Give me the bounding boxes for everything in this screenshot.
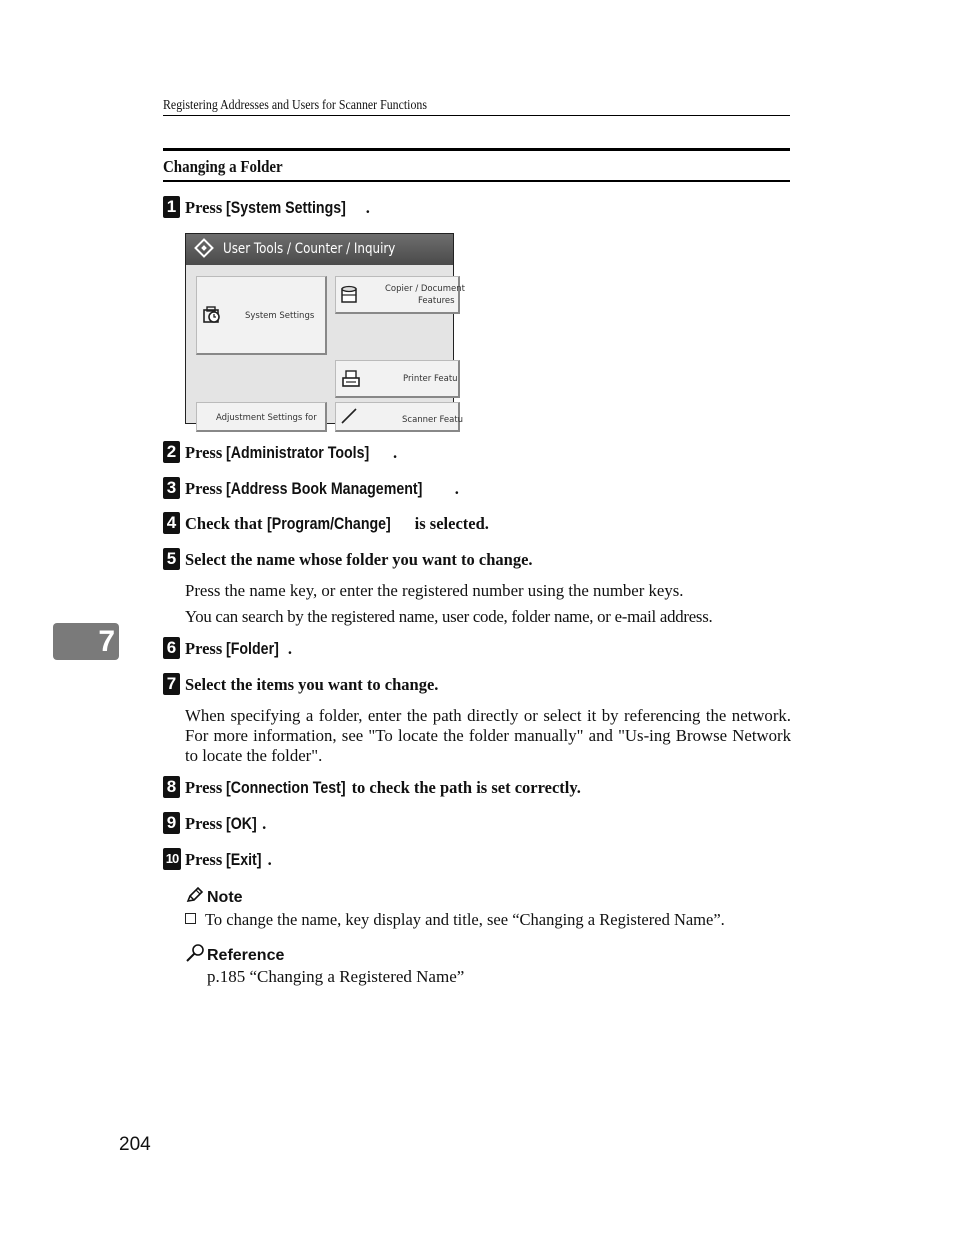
magnifier-icon	[185, 943, 206, 964]
key-label: [Address Book Management]	[226, 480, 423, 498]
control-panel-screen	[185, 233, 465, 425]
key-label: [Exit]	[226, 851, 262, 869]
copier-document-features-button[interactable]	[335, 276, 465, 314]
step-number: 1	[163, 196, 180, 218]
running-header-text: Registering Addresses and Users for Scanner Functions	[163, 97, 427, 112]
reference-link[interactable]: p.185 “Changing a Registered Name”	[207, 967, 465, 986]
note-item-text: To change the name, key display and title, see “Changing a Registered Name”.	[205, 910, 725, 929]
chapter-tab: 7	[53, 623, 119, 660]
running-header	[163, 96, 790, 116]
screen-title: User Tools / Counter / Inquiry	[223, 241, 396, 257]
step-instruction: Select the name whose folder you want to change.	[185, 550, 533, 569]
checkbox-bullet-icon	[185, 913, 196, 924]
section-title	[163, 148, 790, 182]
step-instruction: Check that [Program/Change] is selected.	[185, 514, 489, 533]
step-instruction: Press [Administrator Tools] .	[185, 443, 398, 462]
scanner-label: Scanner Featu	[402, 415, 464, 425]
step-number: 7	[163, 673, 180, 695]
step-instruction: Press [Exit] .	[185, 850, 272, 869]
step-instruction: Press [OK] .	[185, 814, 267, 833]
printer-label: Printer Featu	[403, 374, 458, 384]
key-label: [System Settings]	[226, 199, 347, 217]
adjustment-label: Adjustment Settings for	[216, 413, 317, 423]
printer-features-button[interactable]	[335, 360, 460, 398]
step-instruction: Press [Address Book Management] .	[185, 479, 459, 498]
scanner-icon	[340, 407, 360, 427]
section-title-text: Changing a Folder	[163, 157, 283, 176]
step-instruction: Press [System Settings] .	[185, 198, 370, 217]
step-number: 8	[163, 776, 180, 798]
pencil-icon	[185, 886, 204, 905]
step-number: 2	[163, 441, 180, 463]
scanner-features-button[interactable]	[335, 402, 464, 432]
key-label: [Folder]	[226, 640, 280, 658]
system-settings-label: System Settings	[245, 311, 315, 321]
step-number: 3	[163, 477, 180, 499]
step-7-note: When specifying a folder, enter the path directly or select it by referencing the network. For more information, see "To locate the folder manually" and "Us-ing Browse Network to locate the folder".	[185, 706, 791, 765]
note-heading-text: Note	[207, 889, 243, 906]
settings-clock-icon	[202, 305, 222, 325]
step-instruction: Select the items you want to change.	[185, 675, 439, 694]
adjustment-settings-button[interactable]	[196, 402, 327, 432]
step-instruction: Press [Connection Test] to check the path is set correctly.	[185, 778, 581, 797]
step-5-note-2: You can search by the registered name, user code, folder name, or e-mail address.	[185, 607, 713, 626]
step-number: 4	[163, 512, 180, 534]
copier-label-line2: Features	[418, 296, 455, 306]
step-number: 5	[163, 548, 180, 570]
copier-icon	[339, 285, 359, 305]
reference-heading-text: Reference	[207, 947, 285, 964]
key-label: [Connection Test]	[226, 779, 346, 797]
user-tools-icon	[194, 238, 214, 258]
copier-label-line1: Copier / Document	[385, 284, 465, 294]
key-label: [OK]	[226, 815, 258, 833]
step-number: 6	[163, 637, 180, 659]
step-number: 9	[163, 812, 180, 834]
note-item	[185, 910, 725, 930]
page-number: 204	[119, 1134, 151, 1155]
key-label: [Administrator Tools]	[226, 444, 370, 462]
step-5-note-1: Press the name key, or enter the registered number using the number keys.	[185, 581, 684, 600]
screen-titlebar	[186, 234, 453, 265]
printer-icon	[341, 369, 361, 389]
key-label: [Program/Change]	[266, 515, 391, 533]
step-number: 10	[163, 848, 181, 870]
system-settings-button[interactable]	[196, 276, 327, 355]
step-instruction: Press [Folder] .	[185, 639, 292, 658]
